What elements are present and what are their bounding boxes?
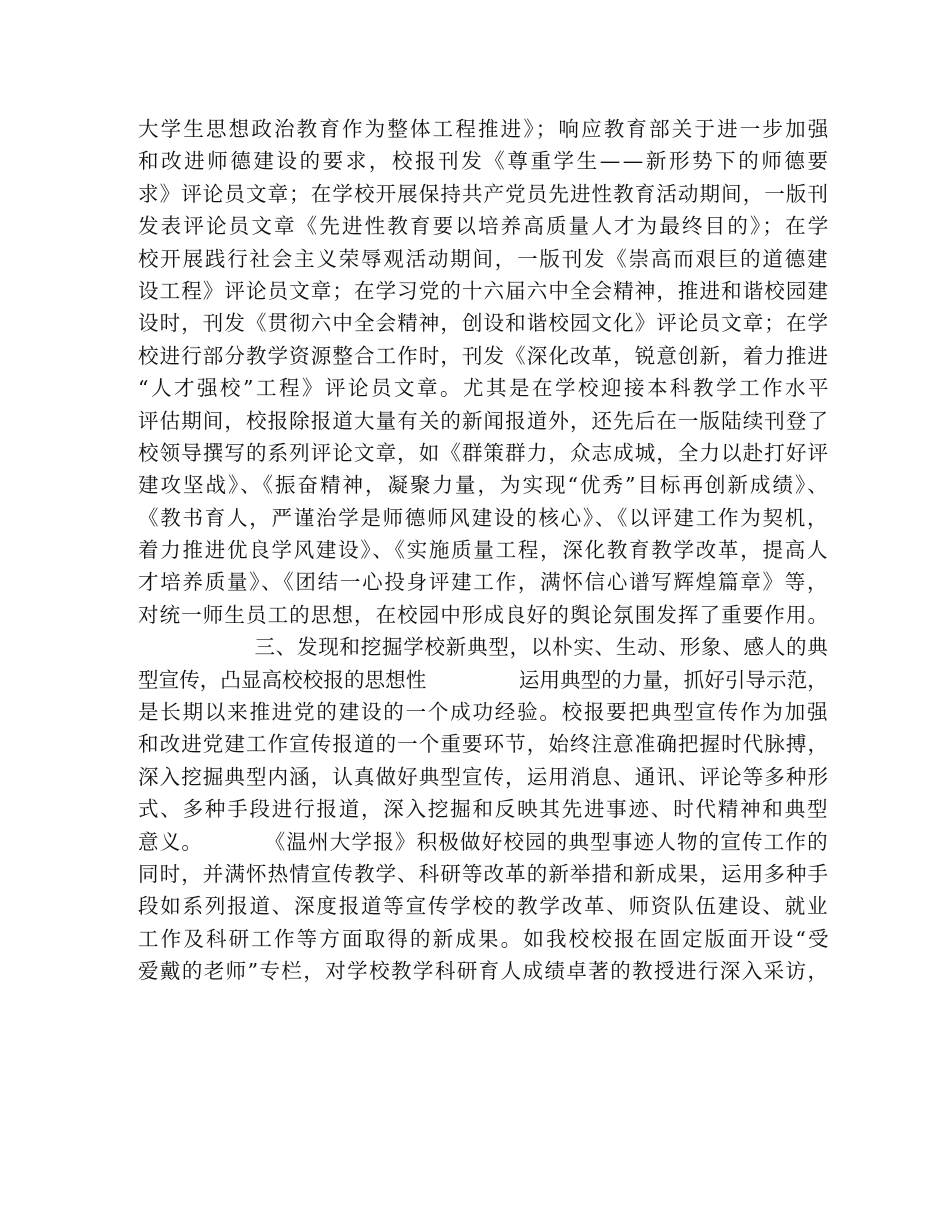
text-line: 三、发现和挖掘学校新典型，以朴实、生动、形象、感人的典 <box>138 635 829 660</box>
text-line: 评估期间，校报除报道大量有关的新闻报道外，还先后在一版陆续刊登了 <box>138 408 830 433</box>
text-line: 段如系列报道、深度报道等宣传学校的教学改革、师资队伍建设、就业 <box>138 894 830 919</box>
text-line: 大学生思想政治教育作为整体工程推进》；响应教育部关于进一步加强 <box>138 117 831 141</box>
text-line: 校进行部分教学资源整合工作时，刊发《深化改革，锐意创新，着力推进 <box>138 343 830 368</box>
text-line: 校开展践行社会主义荣辱观活动期间，一版刊发《崇高而艰巨的道德建 <box>138 246 830 271</box>
text-line: “人才强校”工程》评论员文章。尤其是在学校迎接本科教学工作水平 <box>138 376 831 401</box>
text-line: 意义。 《温州大学报》积极做好校园的典型事迹人物的宣传工作的 <box>138 829 829 854</box>
text-line: 着力推进优良学风建设》、《实施质量工程，深化教育教学改革，提高人 <box>138 538 830 563</box>
text-line: 发表评论员文章《先进性教育要以培养高质量人才为最终目的》；在学 <box>138 214 831 239</box>
text-line: 设工程》评论员文章；在学习党的十六届六中全会精神，推进和谐校园建 <box>138 278 830 303</box>
text-line: 爱戴的老师”专栏，对学校教学科研育人成绩卓著的教授进行深入采访， <box>138 959 830 984</box>
text-line: 型宣传，凸显高校校报的思想性 运用典型的力量，抓好引导示范， <box>138 667 828 692</box>
text-line: 工作及科研工作等方面取得的新成果。如我校校报在固定版面开设“受 <box>138 926 831 951</box>
text-line: 求》评论员文章；在学校开展保持共产党员先进性教育活动期间，一版刊 <box>138 181 830 206</box>
text-line: 式、多种手段进行报道，深入挖掘和反映其先进事迹、时代精神和典型 <box>138 797 830 822</box>
text-line: 设时，刊发《贯彻六中全会精神，创设和谐校园文化》评论员文章；在学 <box>138 311 830 336</box>
text-line: 对统一师生员工的思想，在校园中形成良好的舆论氛围发挥了重要作用。 <box>138 602 830 627</box>
text-line: 才培养质量》、《团结一心投身评建工作，满怀信心谱写辉煌篇章》等， <box>138 570 830 595</box>
text-line: 建攻坚战》、《振奋精神，凝聚力量，为实现“优秀”目标再创新成绩》、 <box>138 473 830 498</box>
text-line: 深入挖掘典型内涵，认真做好典型宣传，运用消息、通讯、评论等多种形 <box>138 764 830 789</box>
text-line: 和改进师德建设的要求，校报刊发《尊重学生——新形势下的师德要 <box>138 149 831 174</box>
text-line: 和改进党建工作宣传报道的一个重要环节，始终注意准确把握时代脉搏， <box>138 732 830 757</box>
text-line: 是长期以来推进党的建设的一个成功经验。校报要把典型宣传作为加强 <box>138 700 830 725</box>
text-line: 同时，并满怀热情宣传教学、科研等改革的新举措和新成果，运用多种手 <box>138 861 830 886</box>
body-text <box>138 113 831 988</box>
text-line: 《教书育人，严谨治学是师德师风建设的核心》、《以评建工作为契机， <box>138 505 830 530</box>
text-line: 校领导撰写的系列评论文章，如《群策群力，众志成城，全力以赴打好评 <box>138 440 830 465</box>
